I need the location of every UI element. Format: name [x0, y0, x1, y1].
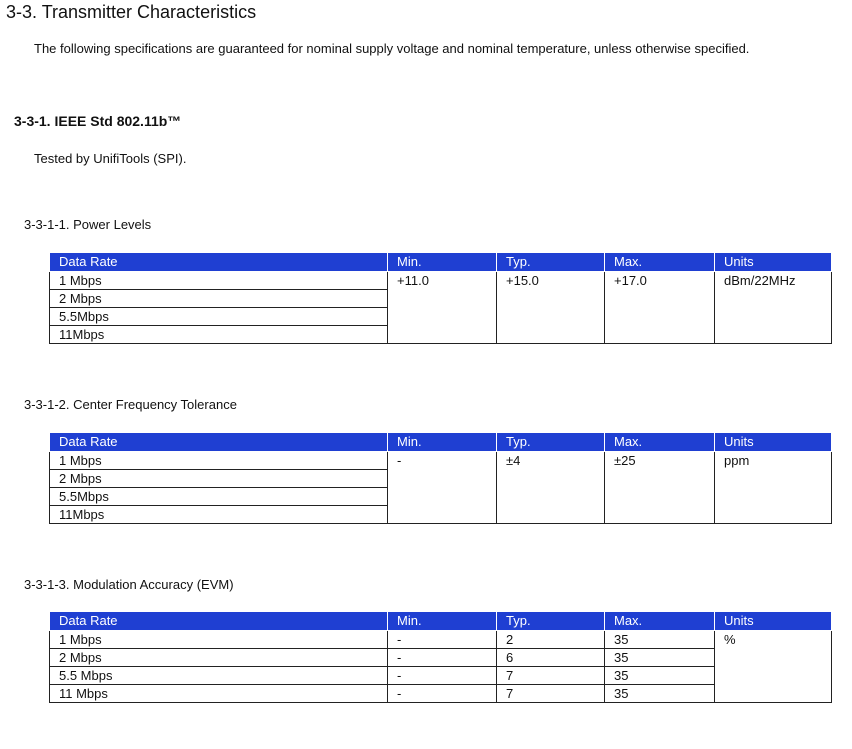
table-row — [50, 631, 832, 649]
header-min: Min. — [388, 253, 497, 272]
rate-cell: 1 Mbps — [50, 452, 388, 470]
table-row — [50, 667, 832, 685]
min-cell: - — [388, 649, 497, 667]
table-row — [50, 272, 832, 290]
header-units: Units — [715, 612, 832, 631]
min-cell: - — [388, 667, 497, 685]
power-levels-table — [49, 253, 832, 344]
power-levels-title: 3-3-1-1. Power Levels — [24, 217, 152, 232]
rate-cell: 5.5 Mbps — [50, 667, 388, 685]
freq-tolerance-table — [49, 433, 832, 524]
rate-cell: 1 Mbps — [50, 272, 388, 290]
table-row — [50, 452, 832, 470]
table-row — [50, 685, 832, 703]
max-cell: +17.0 — [605, 272, 715, 344]
rate-cell: 11Mbps — [50, 506, 388, 524]
typ-cell: ±4 — [497, 452, 605, 524]
header-typ: Typ. — [497, 253, 605, 272]
units-cell: ppm — [715, 452, 832, 524]
header-data-rate: Data Rate — [50, 433, 388, 452]
table-header-row — [50, 253, 832, 272]
max-cell: 35 — [605, 631, 715, 649]
table-row — [50, 649, 832, 667]
header-min: Min. — [388, 433, 497, 452]
typ-cell: 6 — [497, 649, 605, 667]
units-cell: % — [715, 631, 832, 703]
rate-cell: 5.5Mbps — [50, 308, 388, 326]
min-cell: - — [388, 452, 497, 524]
header-typ: Typ. — [497, 612, 605, 631]
typ-cell: 7 — [497, 685, 605, 703]
table-header-row — [50, 612, 832, 631]
header-typ: Typ. — [497, 433, 605, 452]
header-max: Max. — [605, 612, 715, 631]
header-min: Min. — [388, 612, 497, 631]
header-units: Units — [715, 433, 832, 452]
min-cell: - — [388, 685, 497, 703]
max-cell: ±25 — [605, 452, 715, 524]
header-data-rate: Data Rate — [50, 612, 388, 631]
units-cell: dBm/22MHz — [715, 272, 832, 344]
max-cell: 35 — [605, 667, 715, 685]
evm-title: 3-3-1-3. Modulation Accuracy (EVM) — [24, 577, 234, 592]
rate-cell: 11Mbps — [50, 326, 388, 344]
min-cell: +11.0 — [388, 272, 497, 344]
min-cell: - — [388, 631, 497, 649]
max-cell: 35 — [605, 649, 715, 667]
rate-cell: 5.5Mbps — [50, 488, 388, 506]
header-max: Max. — [605, 433, 715, 452]
table-header-row — [50, 433, 832, 452]
header-max: Max. — [605, 253, 715, 272]
header-units: Units — [715, 253, 832, 272]
typ-cell: 7 — [497, 667, 605, 685]
typ-cell: 2 — [497, 631, 605, 649]
rate-cell: 1 Mbps — [50, 631, 388, 649]
intro-paragraph: The following specifications are guaranteed for nominal supply voltage and nominal temperature, unless otherwise specified. — [34, 41, 750, 56]
max-cell: 35 — [605, 685, 715, 703]
section-heading: 3-3. Transmitter Characteristics — [6, 2, 257, 22]
typ-cell: +15.0 — [497, 272, 605, 344]
freq-tolerance-title: 3-3-1-2. Center Frequency Tolerance — [24, 397, 237, 412]
header-data-rate: Data Rate — [50, 253, 388, 272]
rate-cell: 2 Mbps — [50, 290, 388, 308]
rate-cell: 11 Mbps — [50, 685, 388, 703]
evm-table — [49, 612, 832, 703]
subsection-heading: 3-3-1. IEEE Std 802.11b™ — [14, 113, 182, 129]
rate-cell: 2 Mbps — [50, 470, 388, 488]
tested-note: Tested by UnifiTools (SPI). — [34, 151, 187, 166]
rate-cell: 2 Mbps — [50, 649, 388, 667]
